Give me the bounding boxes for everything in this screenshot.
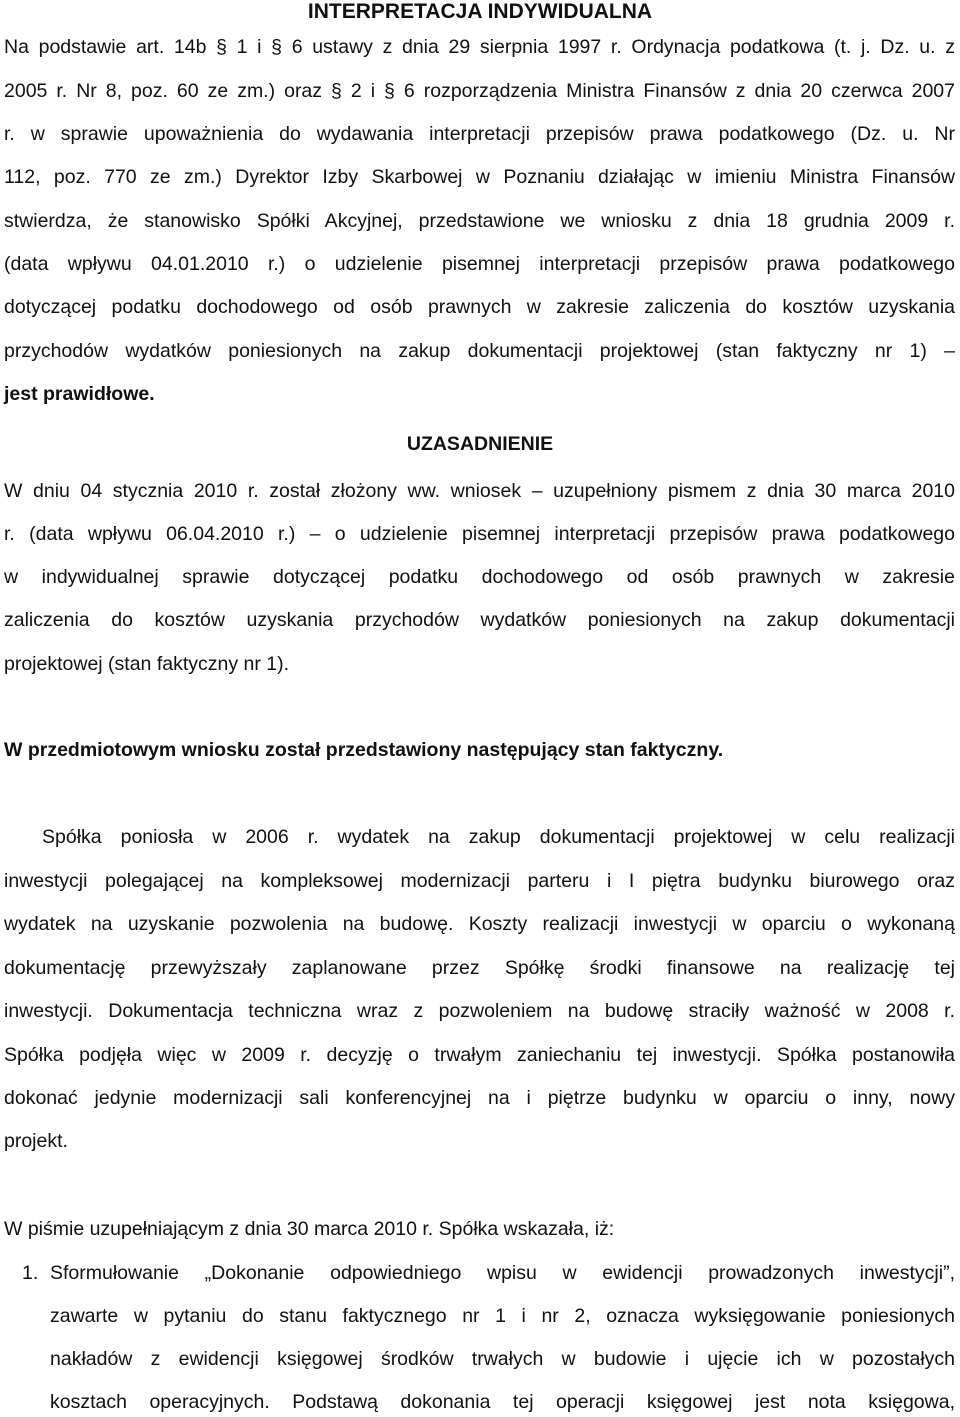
- list-item-number: 1.: [22, 1262, 39, 1284]
- document-title: INTERPRETACJA INDYWIDUALNA: [307, 0, 653, 23]
- list-item-line: nakładów z ewidencji księgowej środków trwałych w budowie i ujęcie ich w pozostałych: [50, 1348, 955, 1370]
- justification-line: W dniu 04 stycznia 2010 r. został złożony ww. wniosek – uzupełniony pismem z dnia 30 marca 2010: [4, 480, 955, 502]
- list-item-line: zawarte w pytaniu do stanu faktycznego nr 1 i nr 2, oznacza wyksięgowanie poniesionych: [50, 1305, 955, 1327]
- facts-heading: W przedmiotowym wniosku został przedstawiony następujący stan faktyczny.: [4, 739, 724, 761]
- justification-last-line: projektowej (stan faktyczny nr 1).: [4, 653, 290, 675]
- justification-line: zaliczenia do kosztów uzyskania przychodów wydatków poniesionych na zakup dokumentacji: [4, 609, 955, 631]
- intro-line: dotyczącej podatku dochodowego od osób prawnych w zakresie zaliczenia do kosztów uzyskania: [4, 296, 955, 318]
- facts-line: Spółka poniosła w 2006 r. wydatek na zakup dokumentacji projektowej w celu realizacji: [42, 826, 955, 848]
- intro-line: 112, poz. 770 ze zm.) Dyrektor Izby Skarbowej w Poznaniu działając w imieniu Ministra Finansów: [4, 166, 955, 188]
- facts-line: inwestycji. Dokumentacja techniczna wraz z pozwoleniem na budowę straciły ważność w 2008 r.: [4, 1000, 955, 1022]
- intro-line: (data wpływu 04.01.2010 r.) o udzielenie pisemnej interpretacji przepisów prawa podatkowego: [4, 253, 955, 275]
- justification-line: w indywidualnej sprawie dotyczącej podatku dochodowego od osób prawnych w zakresie: [4, 566, 955, 588]
- facts-line: wydatek na uzyskanie pozwolenia na budowę. Koszty realizacji inwestycji w oparciu o wykonaną: [4, 913, 955, 935]
- justification-line: r. (data wpływu 06.04.2010 r.) – o udzielenie pisemnej interpretacji przepisów prawa podatkowego: [4, 523, 955, 545]
- facts-last-line: projekt.: [4, 1130, 68, 1152]
- list-item-line: kosztach operacyjnych. Podstawą dokonania tej operacji księgowej jest nota księgowa,: [50, 1391, 955, 1413]
- facts-line: inwestycji polegającej na kompleksowej modernizacji parteru i I piętra budynku biurowego oraz: [4, 870, 955, 892]
- intro-line: r. w sprawie upoważnienia do wydawania interpretacji przepisów prawa podatkowego (Dz. u. Nr: [4, 123, 955, 145]
- facts-line: Spółka podjęła więc w 2009 r. decyzję o trwałym zaniechaniu tej inwestycji. Spółka postanowiła: [4, 1044, 955, 1066]
- intro-line: 2005 r. Nr 8, poz. 60 ze zm.) oraz § 2 i § 6 rozporządzenia Ministra Finansów z dnia 20 czerwca 2007: [4, 80, 955, 102]
- intro-line: przychodów wydatków poniesionych na zakup dokumentacji projektowej (stan faktyczny nr 1) –: [4, 340, 955, 362]
- justification-heading: UZASADNIENIE: [406, 433, 554, 455]
- supplement-intro: W piśmie uzupełniającym z dnia 30 marca 2010 r. Spółka wskazała, iż:: [4, 1218, 615, 1240]
- intro-line: Na podstawie art. 14b § 1 i § 6 ustawy z dnia 29 sierpnia 1997 r. Ordynacja podatkowa (t. j. Dz. u. z: [4, 36, 955, 58]
- intro-line: stwierdza, że stanowisko Spółki Akcyjnej, przedstawione we wniosku z dnia 18 grudnia 2009 r.: [4, 210, 955, 232]
- facts-line: dokumentację przewyższały zaplanowane przez Spółkę środki finansowe na realizację tej: [4, 957, 955, 979]
- list-item-line: Sformułowanie „Dokonanie odpowiedniego wpisu w ewidencji prowadzonych inwestycji”,: [50, 1262, 955, 1284]
- facts-line: dokonać jedynie modernizacji sali konferencyjnej na i piętrze budynku w oparciu o inny, nowy: [4, 1087, 955, 1109]
- intro-conclusion: jest prawidłowe.: [4, 383, 155, 405]
